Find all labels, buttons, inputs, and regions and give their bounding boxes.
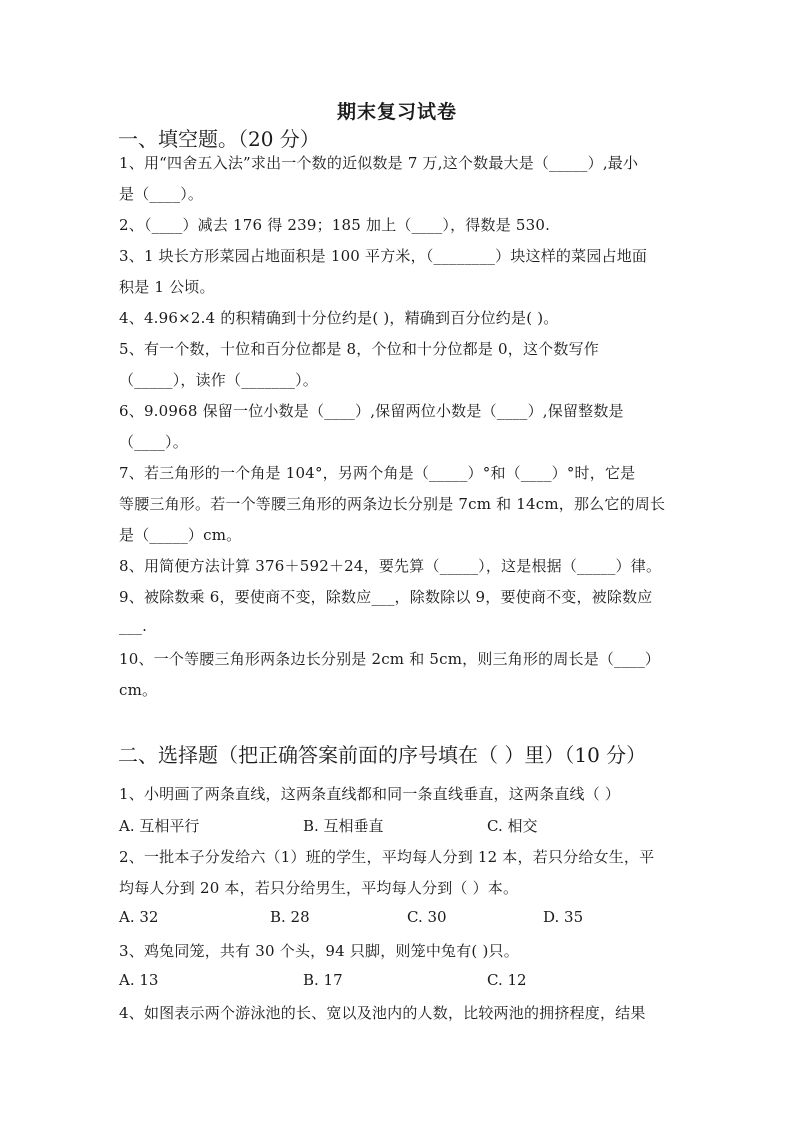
option-a: A. 13 (119, 971, 159, 989)
question-line: cm。 (119, 681, 158, 699)
question-line: 1、用“四舍五入法”求出一个数的近似数是 7 万,这个数最大是（_____）,最小 (119, 154, 639, 172)
question-line: 3、鸡兔同笼，共有 30 个头，94 只脚，则笼中兔有( )只。 (119, 942, 519, 960)
question-line: 2、（____）减去 176 得 239；185 加上（____），得数是 530. (119, 216, 551, 234)
question-line: 4、如图表示两个游泳池的长、宽以及池内的人数，比较两池的拥挤程度，结果 (119, 1004, 646, 1022)
question-line: 3、1 块长方形菜园占地面积是 100 平方米，（________）块这样的菜园占地面 (119, 247, 648, 265)
option-b: B. 17 (303, 971, 343, 989)
question-line: 等腰三角形。若一个等腰三角形的两条边长分别是 7cm 和 14cm，那么它的周长 (119, 495, 666, 513)
question-line: （_____），读作（_______）。 (119, 371, 319, 389)
section-2-heading: 二、选择题（把正确答案前面的序号填在（ ）里）（10 分） (118, 743, 647, 767)
question-line: 是（_____）cm。 (119, 526, 242, 544)
question-line: 6、9.0968 保留一位小数是（____）,保留两位小数是（____）,保留整数是 (119, 402, 624, 420)
option-a: A. 互相平行 (119, 817, 200, 835)
question-line: （____）。 (119, 433, 188, 451)
option-c: C. 相交 (487, 817, 538, 835)
question-line: 9、被除数乘 6，要使商不变，除数应___，除数除以 9，要使商不变，被除数应 (119, 588, 653, 606)
question-line: 8、用简便方法计算 376＋592＋24，要先算（_____），这是根据（_____）律。 (119, 557, 662, 575)
section-1-heading: 一、填空题。（20 分） (118, 127, 320, 151)
question-line: 10、一个等腰三角形两条边长分别是 2cm 和 5cm，则三角形的周长是（____） (119, 650, 661, 668)
question-line: 4、4.96×2.4 的积精确到十分位约是( )，精确到百分位约是( )。 (119, 309, 559, 327)
option-b: B. 互相垂直 (303, 817, 384, 835)
option-d: D. 35 (543, 908, 584, 926)
question-line: 是（____）。 (119, 185, 204, 203)
question-line: 7、若三角形的一个角是 104°，另两个角是（_____）°和（____）°时，它是 (119, 464, 636, 482)
question-line: 5、有一个数，十位和百分位都是 8，个位和十分位都是 0，这个数写作 (119, 340, 599, 358)
option-b: B. 28 (270, 908, 310, 926)
option-a: A. 32 (119, 908, 159, 926)
question-line: 1、小明画了两条直线，这两条直线都和同一条直线垂直，这两条直线（ ） (119, 785, 621, 803)
question-line: 均每人分到 20 本，若只分给男生，平均每人分到（ ）本。 (119, 879, 519, 897)
page-title: 期末复习试卷 (336, 101, 457, 123)
question-line: 积是 1 公顷。 (119, 278, 215, 296)
question-line: ___. (119, 617, 148, 635)
option-c: C. 12 (487, 971, 527, 989)
question-line: 2、一批本子分发给六（1）班的学生，平均每人分到 12 本，若只分给女生，平 (119, 848, 655, 866)
option-c: C. 30 (407, 908, 447, 926)
